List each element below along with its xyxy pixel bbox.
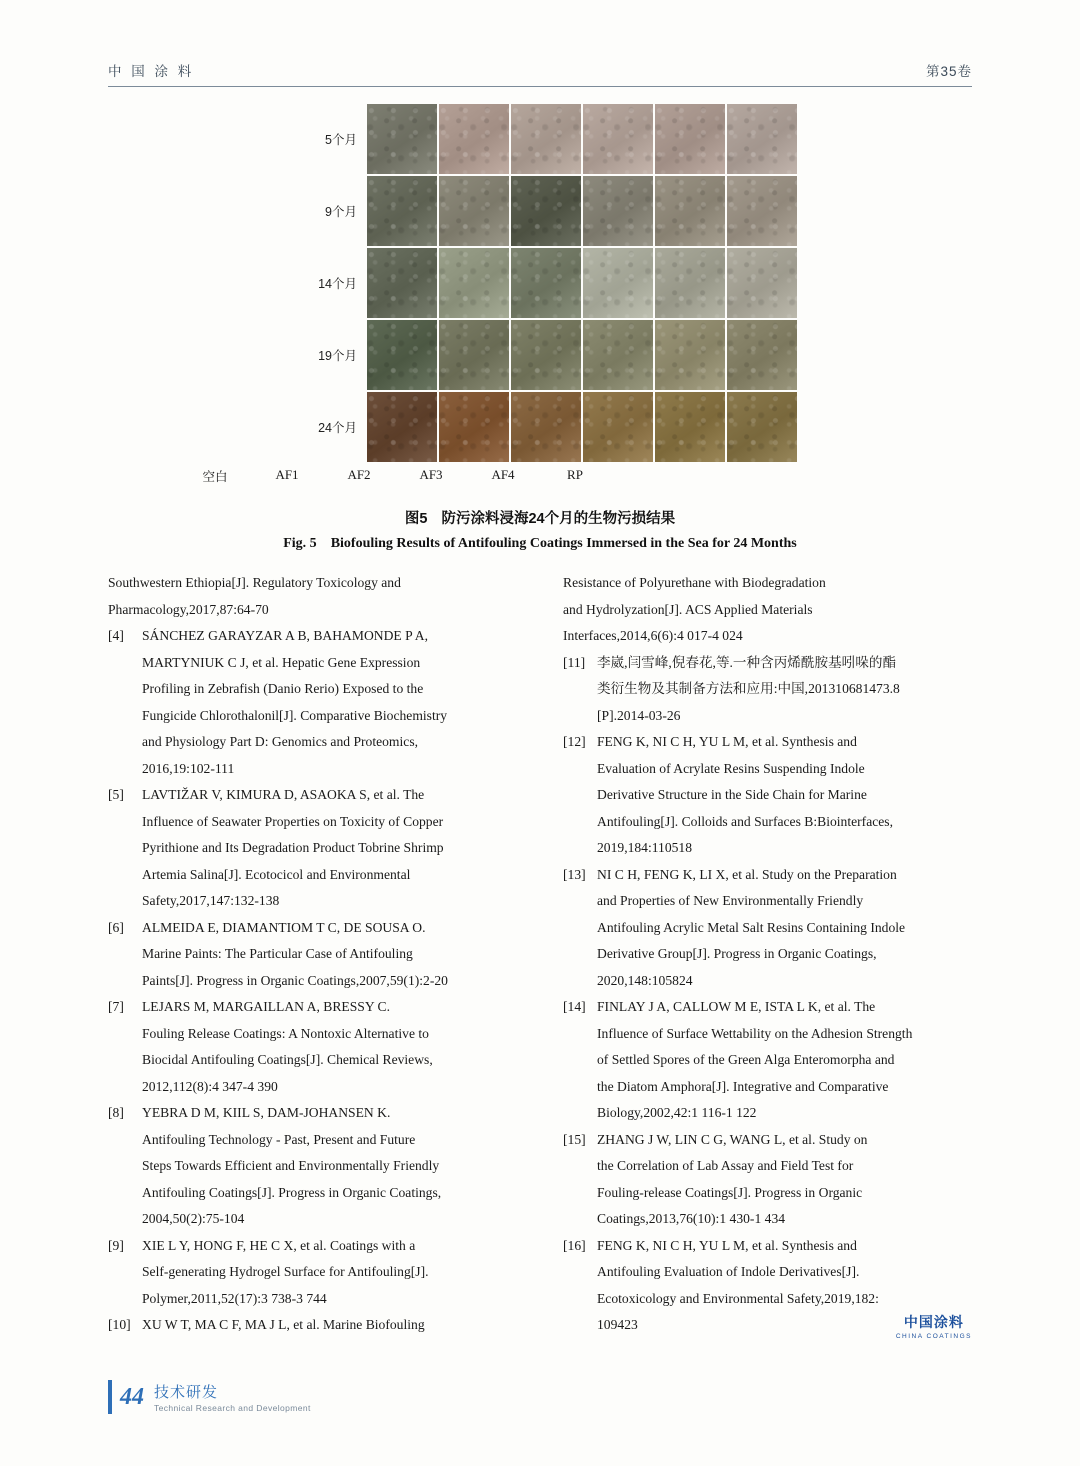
sample-texture xyxy=(727,320,797,390)
right-column xyxy=(563,570,972,1339)
sample-texture xyxy=(511,176,581,246)
reference-entry xyxy=(563,862,972,995)
sample-texture xyxy=(655,320,725,390)
figure-sample-image xyxy=(439,392,509,462)
figure-sample-image xyxy=(583,104,653,174)
reference-entry xyxy=(108,1312,517,1339)
reference-number: [13] xyxy=(563,866,586,882)
reference-line: YEBRA D M, KIIL S, DAM-JOHANSEN K. xyxy=(142,1105,391,1120)
sample-texture xyxy=(439,176,509,246)
logo-chinese-text: 中国涂料 xyxy=(903,1314,964,1330)
figure-sample-image xyxy=(367,248,437,318)
sample-texture xyxy=(727,104,797,174)
figure-row xyxy=(285,104,795,174)
sample-texture xyxy=(511,392,581,462)
sample-texture xyxy=(727,248,797,318)
figure-sample-image xyxy=(439,176,509,246)
reference-line: FENG K, NI C H, YU L M, et al. Synthesis and xyxy=(597,1237,857,1253)
reference-line: FINLAY J A, CALLOW M E, ISTA L K, et al. The xyxy=(597,999,876,1014)
reference-line: Self-generating Hydrogel Surface for Antifouling[J]. xyxy=(142,1264,429,1279)
reference-line: Biocidal Antifouling Coatings[J]. Chemical Reviews, xyxy=(142,1052,433,1067)
reference-line: MARTYNIUK C J, et al. Hepatic Gene Expression xyxy=(142,654,421,670)
figure-column-label: RP xyxy=(567,467,583,482)
figure-sample-image xyxy=(727,104,797,174)
sample-texture xyxy=(583,320,653,390)
figure-row-label: 5个月 xyxy=(325,133,357,147)
reference-line: 2004,50(2):75-104 xyxy=(142,1211,245,1226)
reference-text xyxy=(142,915,517,995)
reference-number: [10] xyxy=(108,1317,131,1332)
sample-texture xyxy=(583,248,653,318)
reference-line: [P].2014-03-26 xyxy=(597,707,681,723)
reference-line: Profiling in Zebrafish (Danio Rerio) Exposed to the xyxy=(142,681,424,696)
figure-sample-image xyxy=(439,248,509,318)
reference-text xyxy=(142,1312,517,1339)
figure-sample-image xyxy=(655,392,725,462)
figure-column-label: AF2 xyxy=(347,467,371,482)
figure-row-label: 14个月 xyxy=(318,277,357,291)
figure-column-labels xyxy=(108,467,972,485)
reference-line: Antifouling[J]. Colloids and Surfaces B:Biointerfaces, xyxy=(597,813,893,829)
sample-texture xyxy=(511,104,581,174)
reference-line: Artemia Salina[J]. Ecotocicol and Environmental xyxy=(142,866,411,882)
figure-caption-cn-text: 防污涂料浸海24个月的生物污损结果 xyxy=(441,511,676,527)
figure-caption-chinese xyxy=(108,507,972,528)
reference-number: [11] xyxy=(563,654,586,670)
figure-caption-en-label: Fig. 5 xyxy=(283,536,317,551)
reference-continuation-line: and Hydrolyzation[J]. ACS Applied Materials xyxy=(563,601,813,617)
figure-row xyxy=(285,320,795,390)
figure-sample-image xyxy=(655,248,725,318)
journal-name: 中 国 涂 料 xyxy=(108,64,195,79)
figure-sample-image xyxy=(727,248,797,318)
reference-entry xyxy=(108,1233,517,1313)
reference-columns xyxy=(108,570,972,1339)
reference-text xyxy=(142,1233,517,1313)
reference-line: Steps Towards Efficient and Environmentally Friendly xyxy=(142,1158,440,1173)
figure-sample-image xyxy=(655,320,725,390)
sample-texture xyxy=(583,392,653,462)
reference-line: Antifouling Evaluation of Indole Derivatives[J]. xyxy=(597,1264,860,1279)
figure-sample-image xyxy=(367,320,437,390)
reference-line: Antifouling Technology - Past, Present and Future xyxy=(142,1131,416,1147)
sample-texture xyxy=(727,176,797,246)
figure-column-label: 空白 xyxy=(202,470,228,484)
sample-texture xyxy=(655,248,725,318)
reference-line: Safety,2017,147:132-138 xyxy=(142,893,280,908)
figure-sample-image xyxy=(655,176,725,246)
reference-line: Fouling Release Coatings: A Nontoxic Alternative to xyxy=(142,1025,429,1041)
reference-line: Evaluation of Acrylate Resins Suspending Indole xyxy=(597,760,865,776)
figure-sample-image xyxy=(367,104,437,174)
figure-sample-image xyxy=(511,104,581,174)
left-column xyxy=(108,570,517,1339)
footer-section-english: Technical Research and Development xyxy=(154,1403,311,1413)
figure-sample-image xyxy=(511,320,581,390)
figure-sample-image xyxy=(511,392,581,462)
sample-texture xyxy=(655,392,725,462)
sample-texture xyxy=(727,392,797,462)
figure-5 xyxy=(108,104,972,552)
figure-caption-english xyxy=(108,536,972,552)
reference-line: of Settled Spores of the Green Alga Enteromorpha and xyxy=(597,1052,895,1067)
sample-texture xyxy=(655,104,725,174)
reference-number: [6] xyxy=(108,919,124,935)
reference-line: LAVTIŽAR V, KIMURA D, ASAOKA S, et al. The xyxy=(142,787,425,802)
sample-texture xyxy=(439,320,509,390)
figure-sample-image xyxy=(367,176,437,246)
sample-texture xyxy=(367,104,437,174)
figure-column-label: AF4 xyxy=(491,467,515,482)
sample-texture xyxy=(367,176,437,246)
reference-line: 109423 xyxy=(597,1317,638,1332)
reference-entry xyxy=(108,994,517,1100)
reference-continuation-line: Resistance of Polyurethane with Biodegradation xyxy=(563,575,826,590)
reference-line: Derivative Structure in the Side Chain for Marine xyxy=(597,787,867,802)
reference-text xyxy=(597,650,972,730)
reference-text xyxy=(142,994,517,1100)
figure-sample-image xyxy=(439,104,509,174)
reference-text xyxy=(597,1127,972,1233)
logo-english-text: CHINA COATINGS xyxy=(895,1333,972,1340)
reference-line: FENG K, NI C H, YU L M, et al. Synthesis and xyxy=(597,734,857,749)
footer-accent-bar xyxy=(108,1380,112,1414)
reference-line: the Diatom Amphora[J]. Integrative and Comparative xyxy=(597,1078,889,1094)
reference-continuation-line: Pharmacology,2017,87:64-70 xyxy=(108,601,269,617)
volume-label: 第35卷 xyxy=(925,64,972,79)
reference-line: 2012,112(8):4 347-4 390 xyxy=(142,1078,278,1094)
reference-line: NI C H, FENG K, LI X, et al. Study on the Preparation xyxy=(597,866,897,882)
figure-row xyxy=(285,176,795,246)
figure-sample-image xyxy=(511,248,581,318)
reference-line: XU W T, MA C F, MA J L, et al. Marine Biofouling xyxy=(142,1317,425,1332)
sample-texture xyxy=(583,104,653,174)
figure-row xyxy=(285,392,795,462)
running-head xyxy=(108,60,972,87)
figure-row-label: 9个月 xyxy=(325,205,357,219)
reference-number: [9] xyxy=(108,1237,124,1253)
sample-texture xyxy=(511,320,581,390)
reference-line: ALMEIDA E, DIAMANTIOM T C, DE SOUSA O. xyxy=(142,919,426,935)
reference-number: [4] xyxy=(108,628,124,643)
reference-entry xyxy=(108,782,517,915)
reference-line: Influence of Surface Wettability on the Adhesion Strength xyxy=(597,1025,913,1041)
reference-line: Coatings,2013,76(10):1 430-1 434 xyxy=(597,1211,786,1226)
figure-sample-image xyxy=(439,320,509,390)
reference-line: 类衍生物及其制备方法和应用:中国,201310681473.8 xyxy=(597,681,900,696)
reference-line: 2019,184:110518 xyxy=(597,840,693,855)
reference-line: and Properties of New Environmentally Friendly xyxy=(597,893,864,908)
reference-entry xyxy=(108,1100,517,1233)
figure-sample-image xyxy=(367,392,437,462)
reference-entry xyxy=(563,1127,972,1233)
page-footer xyxy=(108,1380,972,1414)
figure-sample-image xyxy=(727,320,797,390)
reference-line: SÁNCHEZ GARAYZAR A B, BAHAMONDE P A, xyxy=(142,628,429,643)
reference-number: [14] xyxy=(563,999,586,1014)
reference-line: LEJARS M, MARGAILLAN A, BRESSY C. xyxy=(142,999,390,1014)
figure-sample-image xyxy=(583,392,653,462)
reference-entry xyxy=(563,650,972,730)
reference-number: [7] xyxy=(108,999,124,1014)
reference-number: [16] xyxy=(563,1237,586,1253)
reference-number: [8] xyxy=(108,1105,124,1120)
figure-sample-image xyxy=(511,176,581,246)
reference-line: Paints[J]. Progress in Organic Coatings,2007,59(1):2-20 xyxy=(142,972,448,988)
reference-text xyxy=(142,1100,517,1233)
reference-text xyxy=(597,862,972,995)
figure-sample-image xyxy=(727,176,797,246)
figure-row-label: 24个月 xyxy=(318,421,357,435)
figure-caption-cn-label: 图5 xyxy=(404,511,428,527)
reference-line: the Correlation of Lab Assay and Field Test for xyxy=(597,1158,854,1173)
figure-column-label: AF3 xyxy=(419,467,443,482)
reference-number: [15] xyxy=(563,1131,586,1147)
reference-line: Polymer,2011,52(17):3 738-3 744 xyxy=(142,1290,327,1306)
page-number: 44 xyxy=(120,1383,144,1410)
sample-texture xyxy=(439,104,509,174)
reference-entry xyxy=(563,729,972,862)
sample-texture xyxy=(367,392,437,462)
figure-caption-en-text: Biofouling Results of Antifouling Coatings Immersed in the Sea for 24 Months xyxy=(330,536,797,551)
reference-continuation-line: Southwestern Ethiopia[J]. Regulatory Toxicology and xyxy=(108,575,401,590)
reference-entry xyxy=(108,915,517,995)
reference-line: XIE L Y, HONG F, HE C X, et al. Coatings with a xyxy=(142,1237,416,1253)
reference-number: [5] xyxy=(108,787,124,802)
reference-line: Fouling-release Coatings[J]. Progress in Organic xyxy=(597,1184,863,1200)
figure-column-label: AF1 xyxy=(275,467,299,482)
reference-number: [12] xyxy=(563,734,586,749)
reference-text xyxy=(142,623,517,782)
reference-line: Fungicide Chlorothalonil[J]. Comparative Biochemistry xyxy=(142,707,448,723)
figure-sample-image xyxy=(583,320,653,390)
sample-texture xyxy=(583,176,653,246)
sample-texture xyxy=(367,320,437,390)
sample-texture xyxy=(511,248,581,318)
figure-sample-image xyxy=(583,176,653,246)
reference-line: Antifouling Acrylic Metal Salt Resins Containing Indole xyxy=(597,919,906,935)
figure-sample-image xyxy=(727,392,797,462)
reference-line: Biology,2002,42:1 116-1 122 xyxy=(597,1105,757,1120)
reference-text xyxy=(597,994,972,1127)
reference-entry xyxy=(108,623,517,782)
figure-image-grid xyxy=(285,104,795,462)
figure-row xyxy=(285,248,795,318)
reference-line: Antifouling Coatings[J]. Progress in Organic Coatings, xyxy=(142,1184,442,1200)
sample-texture xyxy=(367,248,437,318)
figure-row-label: 19个月 xyxy=(318,349,357,363)
footer-section-chinese: 技术研发 xyxy=(154,1384,219,1401)
figure-sample-image xyxy=(583,248,653,318)
reference-line: Marine Paints: The Particular Case of Antifouling xyxy=(142,946,413,961)
reference-line: Pyrithione and Its Degradation Product Tobrine Shrimp xyxy=(142,840,444,855)
reference-line: 2016,19:102-111 xyxy=(142,760,235,776)
sample-texture xyxy=(439,392,509,462)
china-coatings-logo xyxy=(896,1312,972,1340)
reference-text xyxy=(142,782,517,915)
sample-texture xyxy=(439,248,509,318)
reference-line: Influence of Seawater Properties on Toxicity of Copper xyxy=(142,813,444,829)
reference-line: 2020,148:105824 xyxy=(597,972,693,988)
reference-line: 李崴,闫雪峰,倪春花,等.一种含丙烯酰胺基吲哚的酯 xyxy=(597,654,897,670)
reference-text xyxy=(597,729,972,862)
reference-line: Ecotoxicology and Environmental Safety,2019,182: xyxy=(597,1290,879,1306)
reference-line: ZHANG J W, LIN C G, WANG L, et al. Study on xyxy=(597,1131,868,1147)
reference-continuation-line: Interfaces,2014,6(6):4 017-4 024 xyxy=(563,628,743,643)
reference-line: Derivative Group[J]. Progress in Organic Coatings, xyxy=(597,946,877,961)
sample-texture xyxy=(655,176,725,246)
reference-line: and Physiology Part D: Genomics and Proteomics, xyxy=(142,734,419,749)
reference-entry xyxy=(563,994,972,1127)
figure-sample-image xyxy=(655,104,725,174)
